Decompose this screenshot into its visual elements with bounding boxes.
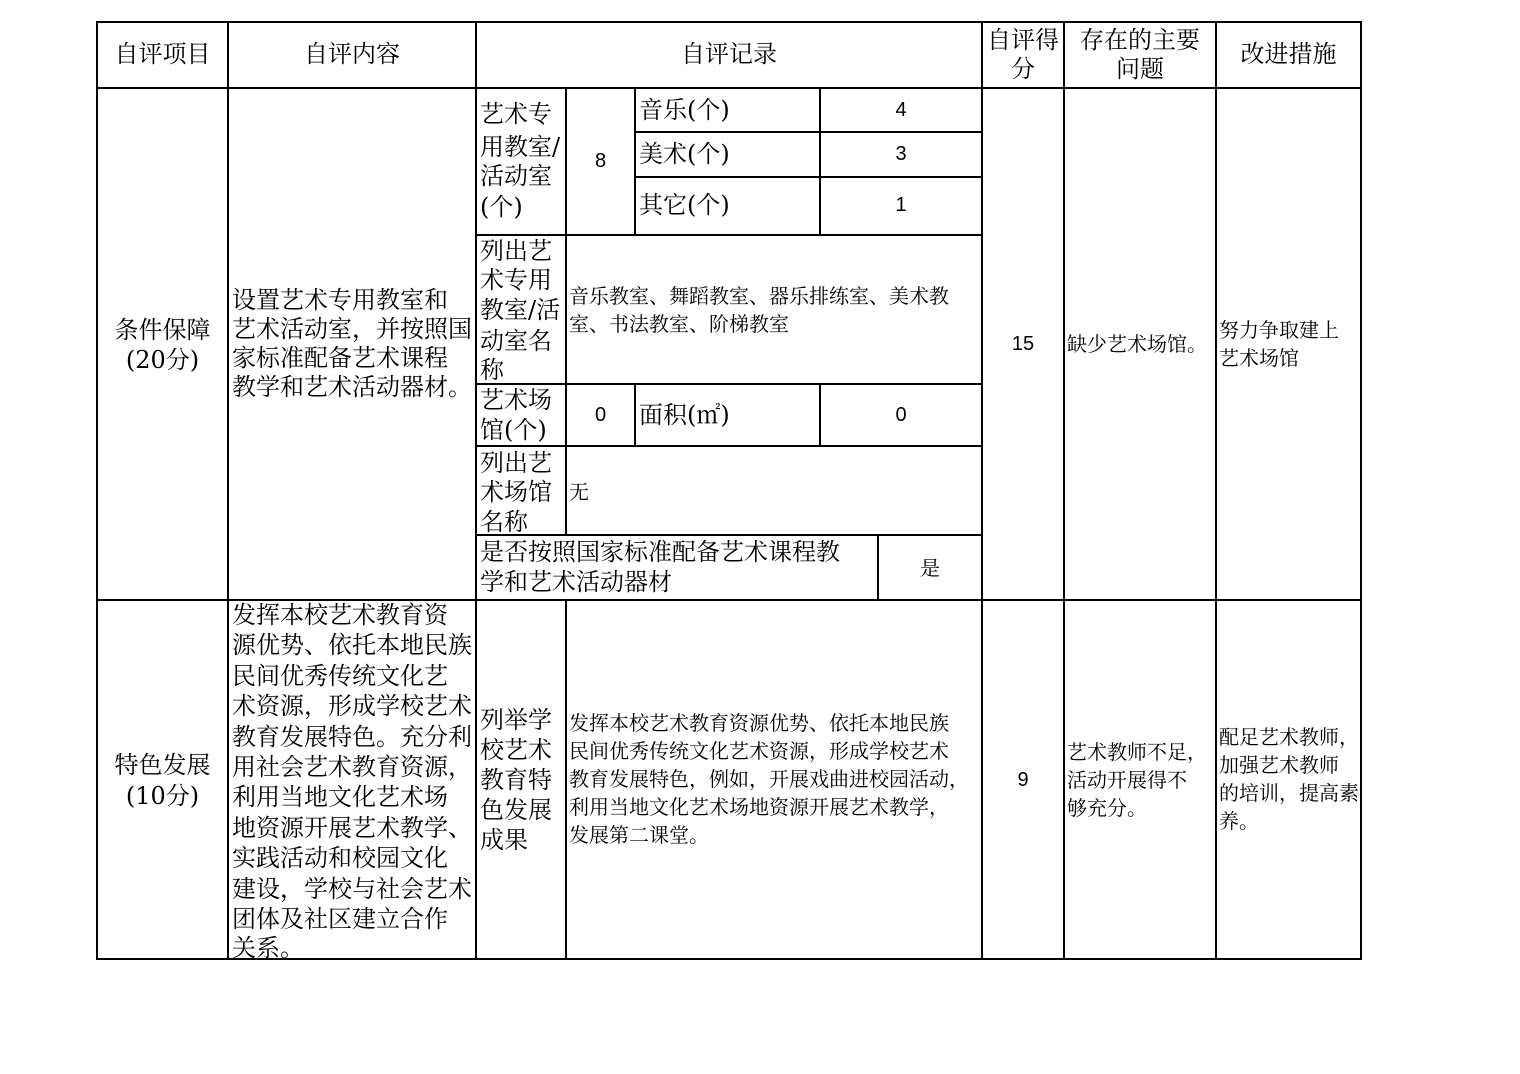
row1-content-line: 设置艺术专用教室和 xyxy=(232,286,448,314)
art-label: 美术(个) xyxy=(639,140,730,168)
row2-content-line: 地资源开展艺术教学、 xyxy=(232,814,472,842)
row2-content-line: 源优势、依托本地民族 xyxy=(232,631,472,659)
row2-problem-line: 够充分。 xyxy=(1067,796,1147,820)
results-line: 教育发展特色，例如，开展戏曲进校园活动， xyxy=(569,767,969,791)
rooms-label-line: 活动室 xyxy=(480,162,552,190)
room-names-label-line: 教室/活 xyxy=(480,296,561,324)
row2-content-line: 术资源，形成学校艺术 xyxy=(232,692,472,720)
row2-content-line: 用社会艺术教育资源， xyxy=(232,753,472,781)
rooms-label-line: 用教室/ xyxy=(480,133,561,161)
row1-item-line1: 条件保障 xyxy=(114,316,211,344)
room-names-line: 音乐教室、舞蹈教室、器乐排练室、美术教 xyxy=(569,284,949,308)
row2-item-line2: (10分) xyxy=(125,782,200,810)
row2-content-line: 利用当地文化艺术场 xyxy=(232,783,448,811)
header-content: 自评内容 xyxy=(304,40,400,68)
results-label-line: 成果 xyxy=(480,826,528,854)
row2-content-line: 建设，学校与社会艺术 xyxy=(232,875,472,903)
room-names-label-line: 称 xyxy=(480,356,504,384)
header-problem-line1: 存在的主要 xyxy=(1080,26,1200,54)
row2-measures-line: 配足艺术教师， xyxy=(1219,725,1359,749)
rooms-total: 8 xyxy=(594,150,607,172)
venue-names-label-line: 名称 xyxy=(480,508,528,536)
equipment-question-line: 是否按照国家标准配备艺术课程教 xyxy=(480,538,840,566)
results-line: 发展第二课堂。 xyxy=(569,823,709,847)
results-label-line: 教育特 xyxy=(480,766,552,794)
header-score-line2: 分 xyxy=(1011,55,1035,83)
header-record: 自评记录 xyxy=(681,40,777,68)
row2-measures-line: 加强艺术教师 xyxy=(1219,753,1339,777)
results-line: 民间优秀传统文化艺术资源，形成学校艺术 xyxy=(569,739,949,763)
results-line: 发挥本校艺术教育资源优势、依托本地民族 xyxy=(569,711,949,735)
row1-content-line: 艺术活动室，并按照国 xyxy=(232,315,472,343)
other-value: 1 xyxy=(895,194,907,216)
results-label-line: 色发展 xyxy=(480,796,552,824)
row2-measures-line: 养。 xyxy=(1219,809,1259,833)
venue-count: 0 xyxy=(594,404,607,426)
row1-score: 15 xyxy=(1011,333,1035,355)
row2-content-line: 民间优秀传统文化艺 xyxy=(232,662,448,690)
area-label: 面积(㎡) xyxy=(639,401,730,429)
other-label: 其它(个) xyxy=(639,191,730,219)
music-label: 音乐(个) xyxy=(639,96,730,124)
row2-measures-line: 的培训，提高素 xyxy=(1219,781,1359,805)
row1-content-line: 教学和艺术活动器材。 xyxy=(232,373,472,401)
rooms-label-line: (个) xyxy=(480,193,523,221)
area-value: 0 xyxy=(895,404,907,426)
row2-score: 9 xyxy=(1017,769,1029,791)
row2-content-line: 团体及社区建立合作 xyxy=(232,905,448,933)
room-names-label-line: 列出艺 xyxy=(480,237,552,265)
header-score-line1: 自评得 xyxy=(987,26,1059,54)
row1-item-line2: (20分) xyxy=(125,346,200,374)
row1-measures-line: 艺术场馆 xyxy=(1219,346,1299,370)
row2-problem-line: 艺术教师不足， xyxy=(1067,740,1207,764)
venue-label-line: 馆(个) xyxy=(480,416,547,444)
results-line: 利用当地文化艺术场地资源开展艺术教学， xyxy=(569,795,949,819)
header-item: 自评项目 xyxy=(114,40,211,68)
row2-content-line: 实践活动和校园文化 xyxy=(232,844,448,872)
row2-item-line1: 特色发展 xyxy=(114,751,211,779)
row2-problem-line: 活动开展得不 xyxy=(1067,768,1187,792)
room-names-label-line: 动室名 xyxy=(480,327,552,355)
row2-content-line: 发挥本校艺术教育资 xyxy=(232,601,448,629)
room-names-line: 室、书法教室、阶梯教室 xyxy=(569,312,789,336)
venue-names-label-line: 列出艺 xyxy=(480,449,552,477)
row1-problem: 缺少艺术场馆。 xyxy=(1067,332,1207,356)
row1-content-line: 家标准配备艺术课程 xyxy=(232,344,448,372)
room-names-label-line: 术专用 xyxy=(480,266,552,294)
row2-content-line: 教育发展特色。充分利 xyxy=(232,723,472,751)
header-problem-line2: 问题 xyxy=(1116,55,1164,83)
music-value: 4 xyxy=(895,99,907,121)
header-measures: 改进措施 xyxy=(1240,40,1337,68)
results-label-line: 列举学 xyxy=(480,706,552,734)
equipment-answer: 是 xyxy=(920,556,940,580)
row2-content-line: 关系。 xyxy=(232,934,304,958)
venue-label-line: 艺术场 xyxy=(480,386,552,414)
venue-names-label-line: 术场馆 xyxy=(480,478,552,506)
results-label-line: 校艺术 xyxy=(480,736,552,764)
row1-measures-line: 努力争取建上 xyxy=(1219,318,1339,342)
equipment-question-line: 学和艺术活动器材 xyxy=(480,568,672,596)
venue-names-value: 无 xyxy=(569,480,589,504)
art-value: 3 xyxy=(895,143,907,165)
rooms-label-line: 艺术专 xyxy=(480,100,552,128)
